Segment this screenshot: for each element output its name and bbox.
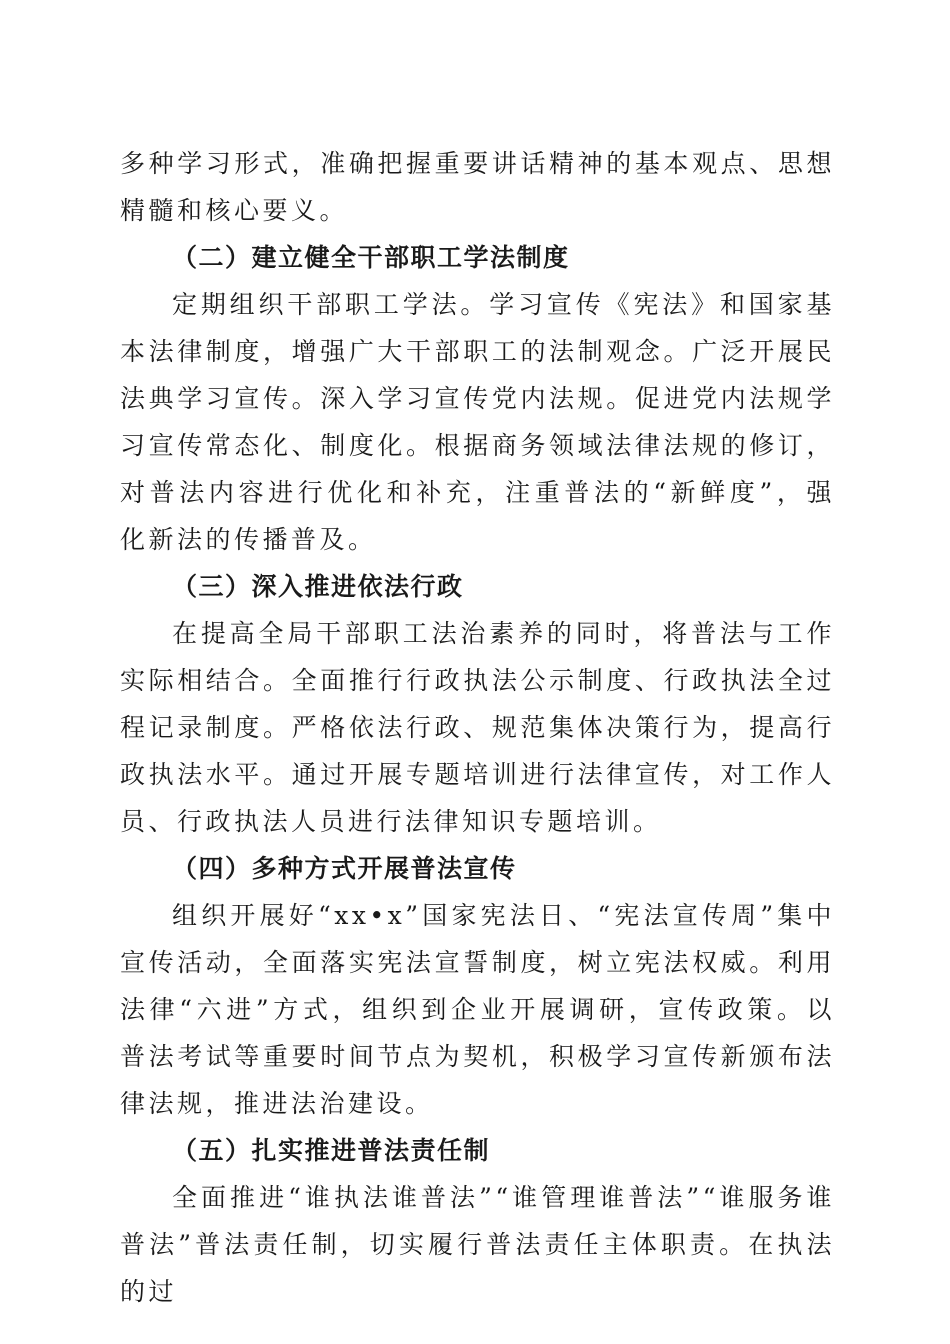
section-heading-3: （三）深入推进依法行政 bbox=[172, 572, 464, 601]
section-heading-2: （二）建立健全干部职工学法制度 bbox=[172, 243, 570, 272]
section-heading-4: （四）多种方式开展普法宣传 bbox=[172, 854, 517, 883]
section-body-2: 定期组织干部职工学法。学习宣传《宪法》和国家基本法律制度，增强广大干部职工的法制观念。广泛开展民法典学习宣传。深入学习宣传党内法规。促进党内法规学习宣传常态化、制度化。根据商务领域法律法规的修订，对普法内容进行优化和补充，注重普法的“新鲜度”，强化新法的传播普及。 bbox=[120, 290, 835, 554]
opening-paragraph: 多种学习形式，准确把握重要讲话精神的基本观点、思想精髓和核心要义。 bbox=[120, 149, 835, 225]
section-body-3: 在提高全局干部职工法治素养的同时，将普法与工作实际相结合。全面推行行政执法公示制度、行政执法全过程记录制度。严格依法行政、规范集体决策行为，提高行政执法水平。通过开展专题培训进行法律宣传，对工作人员、行政执法人员进行法律知识专题培训。 bbox=[120, 619, 835, 836]
document-body bbox=[120, 140, 835, 1315]
section-body-5: 全面推进“谁执法谁普法”“谁管理谁普法”“谁服务谁普法”普法责任制，切实履行普法责任主体职责。在执法的过 bbox=[120, 1183, 835, 1306]
section-body-4: 组织开展好“xx•x”国家宪法日、“宪法宣传周”集中宣传活动，全面落实宪法宣誓制度，树立宪法权威。利用法律“六进”方式，组织到企业开展调研，宣传政策。以普法考试等重要时间节点为契机，积极学习宣传新颁布法律法规，推进法治建设。 bbox=[120, 901, 835, 1118]
section-heading-5: （五）扎实推进普法责任制 bbox=[172, 1136, 491, 1165]
